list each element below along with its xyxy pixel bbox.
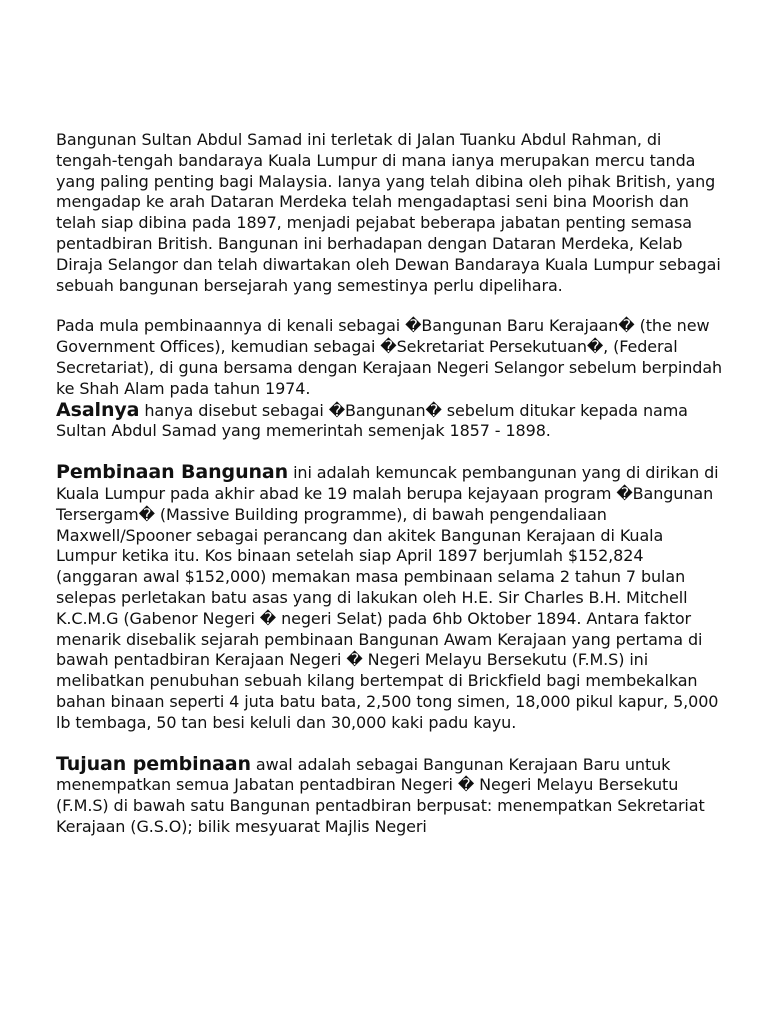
paragraph-text: hanya disebut sebagai �Bangunan� sebelum ditukar kepada nama Sultan Abdul Samad yang memerintah semenjak 1857 - 1898. xyxy=(56,400,688,441)
document-page xyxy=(56,130,726,838)
paragraph-lead: Tujuan pembinaan xyxy=(56,752,251,775)
paragraph-naming xyxy=(56,316,726,399)
paragraph-text: ini adalah kemuncak pembangunan yang di dirikan di Kuala Lumpur pada akhir abad ke 19 malah berupa kejayaan program �Bangunan Tersergam� (Massive Building programme), di bawah pengendaliaan Maxwell/Spooner sebagai perancang dan akitek Bangunan Kerajaan di Kuala Lumpur ketika itu. Kos binaan setelah siap April 1897 berjumlah $152,824 (anggaran awal $152,000) memakan masa pembinaan selama 2 tahun 7 bulan selepas perletakan batu asas yang di lakukan oleh H.E. Sir Charles B.H. Mitchell K.C.M.G (Gabenor Negeri � negeri Selat) pada 6hb Oktober 1894. Antara faktor menarik disebalik sejarah pembinaan Bangunan Awam Kerajaan yang pertama di bawah pentadbiran Kerajaan Negeri � Negeri Melayu Bersekutu (F.M.S) ini melibatkan penubuhan sebuah kilang bertempat di Brickfield bagi membekalkan bahan binaan seperti 4 juta batu bata, 2,500 tong simen, 18,000 pikul kapur, 5,000 lb tembaga, 50 tan besi keluli dan 30,000 kaki padu kayu. xyxy=(56,463,719,732)
paragraph-construction xyxy=(56,462,726,733)
paragraph-lead: Pembinaan Bangunan xyxy=(56,461,289,484)
paragraph-intro xyxy=(56,130,726,296)
paragraph-text: Pada mula pembinaannya di kenali sebagai �Bangunan Baru Kerajaan� (the new Government Offices), kemudian sebagai �Sekretariat Persekutuan�, (Federal Secretariat), di guna bersama dengan Kerajaan Negeri Selangor sebelum berpindah ke Shah Alam pada tahun 1974. xyxy=(56,316,723,398)
paragraph-origin xyxy=(56,400,726,443)
paragraph-purpose xyxy=(56,754,726,838)
paragraph-text: awal adalah sebagai Bangunan Kerajaan Baru untuk menempatkan semua Jabatan pentadbiran Negeri � Negeri Melayu Bersekutu (F.M.S) di bawah satu Bangunan pentadbiran berpusat: menempatkan Sekretariat Kerajaan (G.S.O); bilik mesyuarat Majlis Negeri xyxy=(56,754,705,836)
paragraph-text: Bangunan Sultan Abdul Samad ini terletak di Jalan Tuanku Abdul Rahman, di tengah-tengah bandaraya Kuala Lumpur di mana ianya merupakan mercu tanda yang paling penting bagi Malaysia. Ianya yang telah dibina oleh pihak British, yang mengadap ke arah Dataran Merdeka telah mengadaptasi seni bina Moorish dan telah siap dibina pada 1897, menjadi pejabat beberapa jabatan penting semasa pentadbiran British. Bangunan ini berhadapan dengan Dataran Merdeka, Kelab Diraja Selangor dan telah diwartakan oleh Dewan Bandaraya Kuala Lumpur sebagai sebuah bangunan bersejarah yang semestinya perlu dipelihara. xyxy=(56,130,721,295)
paragraph-lead: Asalnya xyxy=(56,398,140,421)
